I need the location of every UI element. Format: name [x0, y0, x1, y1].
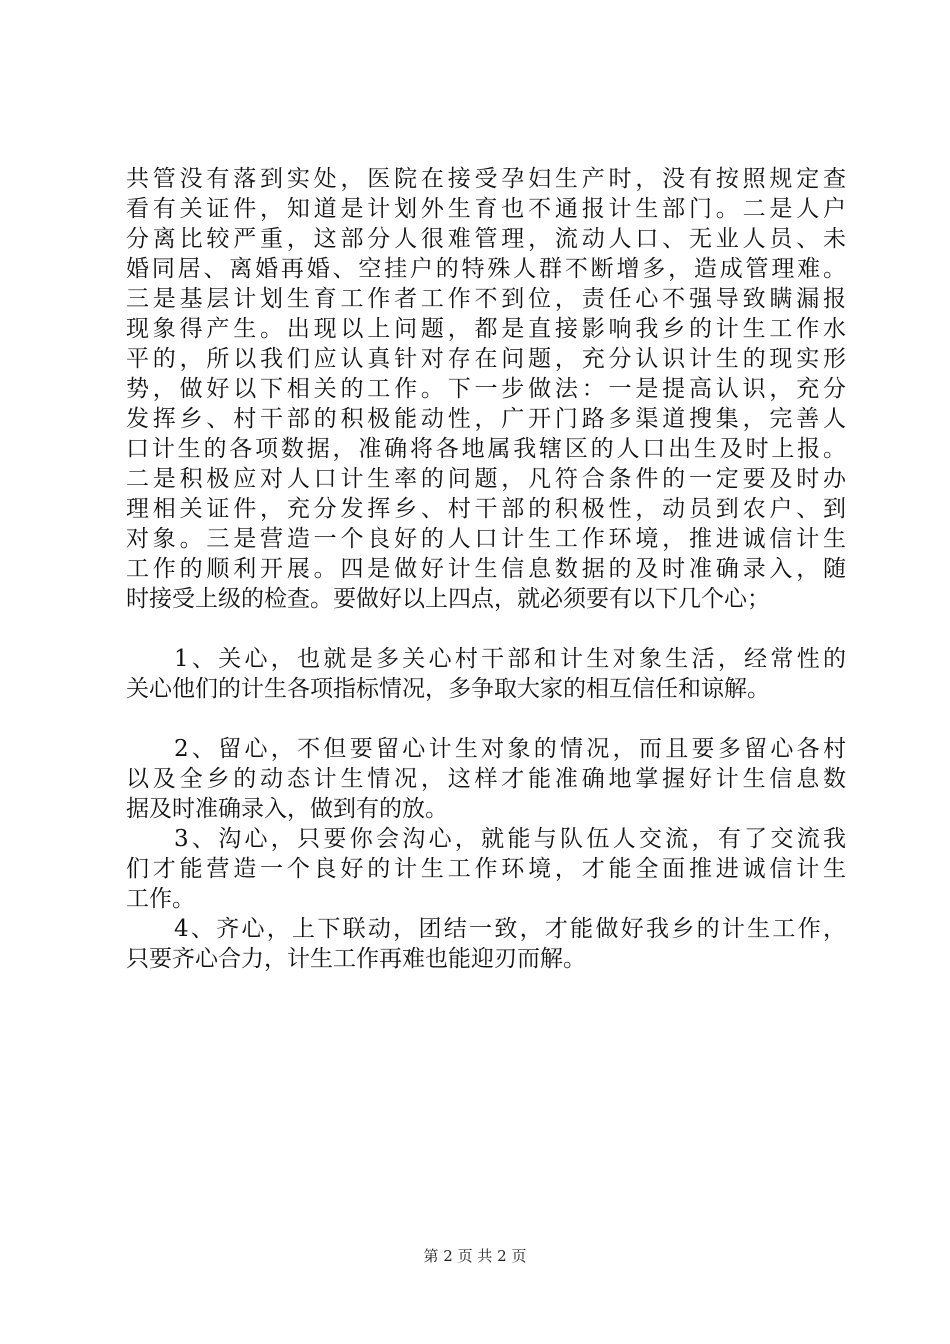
list-item-4 [126, 914, 846, 974]
text-line: 三是基层计划生育工作者工作不到位，责任心不强导致瞒漏报 [126, 286, 846, 312]
text-line: 4、齐心，上下联动，团结一致，才能做好我乡的计生工作， [174, 916, 846, 942]
text-line: 二是积极应对人口计生率的问题，凡符合条件的一定要及时办 [126, 466, 846, 492]
text-line: 3、沟心，只要你会沟心，就能与队伍人交流，有了交流我 [174, 826, 846, 852]
text-line: 们才能营造一个良好的计生工作环境，才能全面推进诚信计生 [126, 856, 846, 882]
text-line: 现象得产生。出现以上问题，都是直接影响我乡的计生工作水 [126, 316, 846, 342]
list-item-2 [126, 734, 846, 824]
page-footer: 第 2 页 共 2 页 [423, 1247, 527, 1265]
text-line: 关心他们的计生各项指标情况，多争取大家的相互信任和谅解。 [126, 676, 770, 702]
text-line: 势，做好以下相关的工作。下一步做法：一是提高认识，充分 [126, 376, 846, 402]
text-line: 看有关证件，知道是计划外生育也不通报计生部门。二是人户 [126, 196, 846, 222]
text-line: 1、关心，也就是多关心村干部和计生对象生活，经常性的 [174, 646, 846, 672]
text-line: 口计生的各项数据，准确将各地属我辖区的人口出生及时上报。 [126, 436, 846, 462]
text-line: 婚同居、离婚再婚、空挂户的特殊人群不断增多，造成管理难。 [126, 256, 846, 282]
text-line: 理相关证件，充分发挥乡、村干部的积极性，动员到农户、到 [126, 496, 846, 522]
text-line: 据及时准确录入，做到有的放。 [126, 796, 448, 822]
text-line: 工作。 [126, 886, 195, 912]
text-line: 发挥乡、村干部的积极能动性，广开门路多渠道搜集，完善人 [126, 406, 846, 432]
text-line: 共管没有落到实处，医院在接受孕妇生产时，没有按照规定查 [126, 166, 846, 192]
text-line: 时接受上级的检查。要做好以上四点，就必须要有以下几个心； [126, 586, 770, 612]
paragraph-gap [126, 704, 846, 734]
text-line: 分离比较严重，这部分人很难管理，流动人口、无业人员、未 [126, 226, 846, 252]
paragraph-main [126, 164, 846, 614]
list-item-1 [126, 644, 846, 704]
document-body [126, 164, 846, 974]
text-line: 平的，所以我们应认真针对存在问题，充分认识计生的现实形 [126, 346, 846, 372]
text-line: 对象。三是营造一个良好的人口计生工作环境，推进诚信计生 [126, 526, 846, 552]
text-line: 以及全乡的动态计生情况，这样才能准确地掌握好计生信息数 [126, 766, 846, 792]
text-line: 2、留心，不但要留心计生对象的情况，而且要多留心各村 [174, 736, 846, 762]
paragraph-gap [126, 614, 846, 644]
list-item-3 [126, 824, 846, 914]
text-line: 只要齐心合力，计生工作再难也能迎刃而解。 [126, 946, 586, 972]
text-line: 工作的顺利开展。四是做好计生信息数据的及时准确录入，随 [126, 556, 846, 582]
